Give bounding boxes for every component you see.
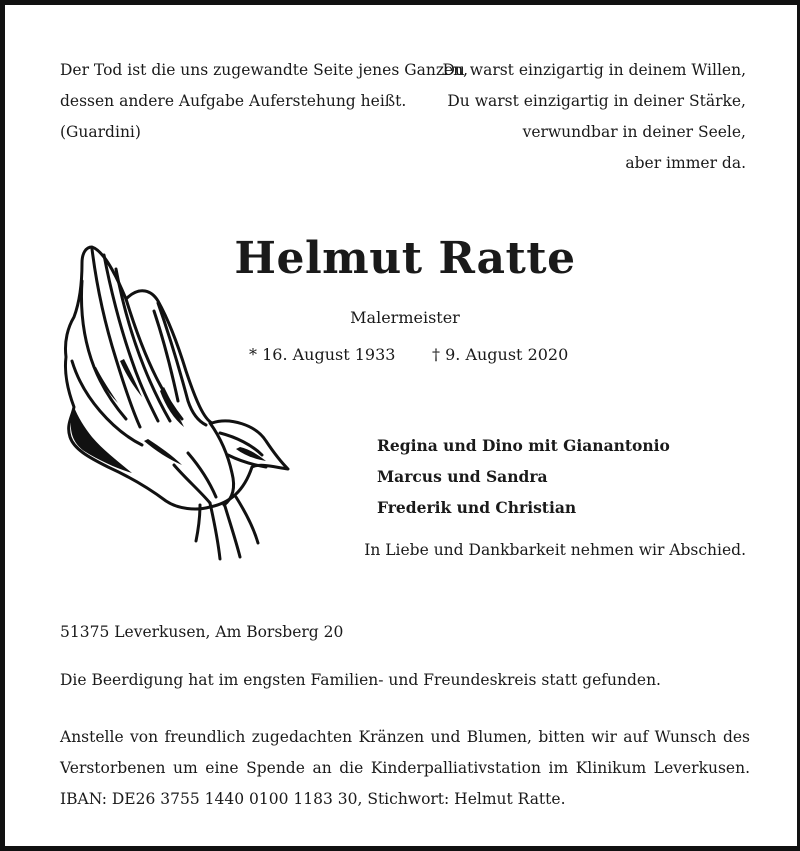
quote-right-line: verwundbar in deiner Seele, [522,123,746,141]
mourner-family: Regina und Dino mit Gianantonio [377,436,670,455]
quote-right-line: Du warst einzigartig in deinem Willen, [442,61,746,79]
praying-hands-icon [60,241,290,566]
donation-line: Anstelle von freundlich zugedachten Kränzen und Blumen, bitten wir auf Wunsch des [60,728,750,746]
quote-right-line: Du warst einzigartig in deiner Stärke, [447,92,746,110]
quote-right [442,55,746,179]
deceased-profession: Malermeister [350,308,460,327]
mourner-family: Frederik und Christian [377,498,577,517]
mourner-family: Marcus und Sandra [377,467,548,486]
quote-right-line: aber immer da. [625,154,746,172]
death-date: † 9. August 2020 [432,345,569,364]
burial-note: Die Beerdigung hat im engsten Familien- und Freundeskreis statt gefunden. [60,671,661,689]
donation-request [60,722,750,815]
quote-left [60,55,468,148]
deceased-name: Helmut Ratte [234,233,576,284]
quote-left-attribution: (Guardini) [60,123,141,141]
quote-left-line: Der Tod ist die uns zugewandte Seite jenes Ganzen, [60,61,469,79]
donation-line: Verstorbenen um eine Spende an die Kinderpalliativstation im Klinikum Leverkusen. [60,759,750,777]
farewell-text: In Liebe und Dankbarkeit nehmen wir Abschied. [364,541,746,559]
birth-date: * 16. August 1933 [249,345,396,364]
address: 51375 Leverkusen, Am Borsberg 20 [60,623,344,641]
quote-left-line: dessen andere Aufgabe Auferstehung heißt. [60,92,407,110]
donation-line: IBAN: DE26 3755 1440 0100 1183 30, Stichwort: Helmut Ratte. [60,790,566,808]
mourners-list [377,430,670,523]
